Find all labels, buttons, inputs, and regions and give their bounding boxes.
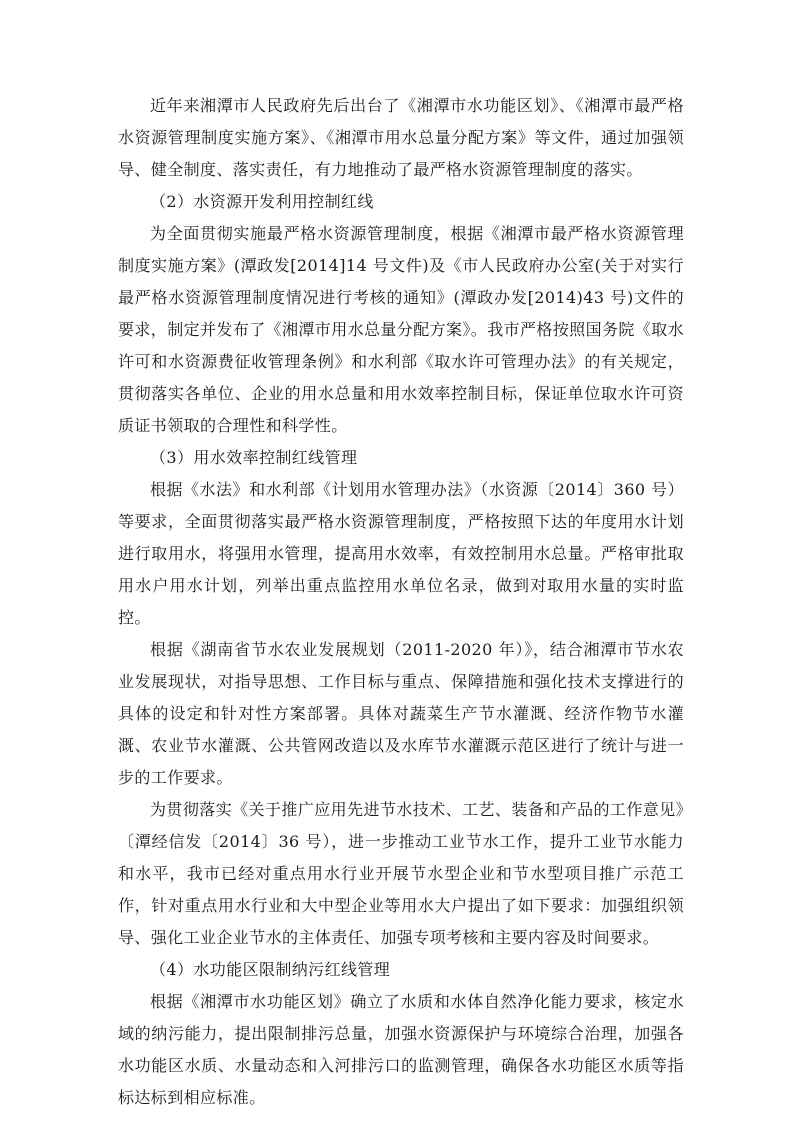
- paragraph-pollution-limit: 根据《湘潭市水功能区划》确立了水质和水体自然净化能力要求，核定水域的纳污能力，提出限制排污总量，加强水资源保护与环境综合治理，加强各水功能区水质、水量动态和入河排污口的监测管理，确保各水功能区水质等指标达标到相应标准。: [118, 992, 684, 1107]
- paragraph-water-development: 为全面贯彻实施最严格水资源管理制度，根据《湘潭市最严格水资源管理制度实施方案》(潭政发[2014]14 号文件)及《市人民政府办公室(关于对实行最严格水资源管理制度情况进行考核的通知》(潭政办发[2014)43 号)文件的要求，制定并发布了《湘潭市用水总量分配方案》。我市严格按照国务院《取水许可和水资源费征收管理条例》和水利部《取水许可管理办法》的有关规定，贯彻落实各单位、企业的用水总量和用水效率控制目标，保证单位取水许可资质证书领取的合理性和科学性。: [118, 224, 685, 435]
- paragraph-intro: 近年来湘潭市人民政府先后出台了《湘潭市水功能区划》、《湘潭市最严格水资源管理制度实施方案》、《湘潭市用水总量分配方案》等文件，通过加强领导、健全制度、落实责任，有力地推动了最严格水资源管理制度的落实。: [118, 96, 684, 179]
- paragraph-industrial-water-saving: 为贯彻落实《关于推广应用先进节水技术、工艺、装备和产品的工作意见》〔潭经信发〔2014〕36 号），进一步推动工业节水工作，提升工业节水能力和水平，我市已经对重点用水行业开展节水型企业和节水型项目推广示范工作，针对重点用水行业和大中型企业等用水大户提出了如下要求：加强组织领导、强化工业企业节水的主体责任、加强专项考核和主要内容及时间要求。: [118, 800, 684, 947]
- heading-water-development-redline: （2）水资源开发利用控制红线: [150, 192, 374, 211]
- heading-water-efficiency-redline: （3）用水效率控制红线管理: [150, 448, 358, 467]
- heading-pollution-limit-redline: （4）水功能区限制纳污红线管理: [150, 960, 391, 979]
- paragraph-water-efficiency: 根据《水法》和水利部《计划用水管理办法》（水资源〔2014〕360 号）等要求，全面贯彻落实最严格水资源管理制度，严格按照下达的年度用水计划进行取用水，将强用水管理，提高用水效率，有效控制用水总量。严格审批取用水户用水计划，列举出重点监控用水单位名录，做到对取用水量的实时监控。: [118, 480, 684, 627]
- document-page: [118, 90, 684, 1114]
- paragraph-agriculture-water-saving: 根据《湖南省节水农业发展规划（2011-2020 年）》，结合湘潭市节水农业发展现状，对指导思想、工作目标与重点、保障措施和强化技术支撑进行的具体的设定和针对性方案部署。具体对蔬菜生产节水灌溉、经济作物节水灌溉、农业节水灌溉、公共管网改造以及水库节水灌溉示范区进行了统计与进一步的工作要求。: [118, 640, 684, 787]
